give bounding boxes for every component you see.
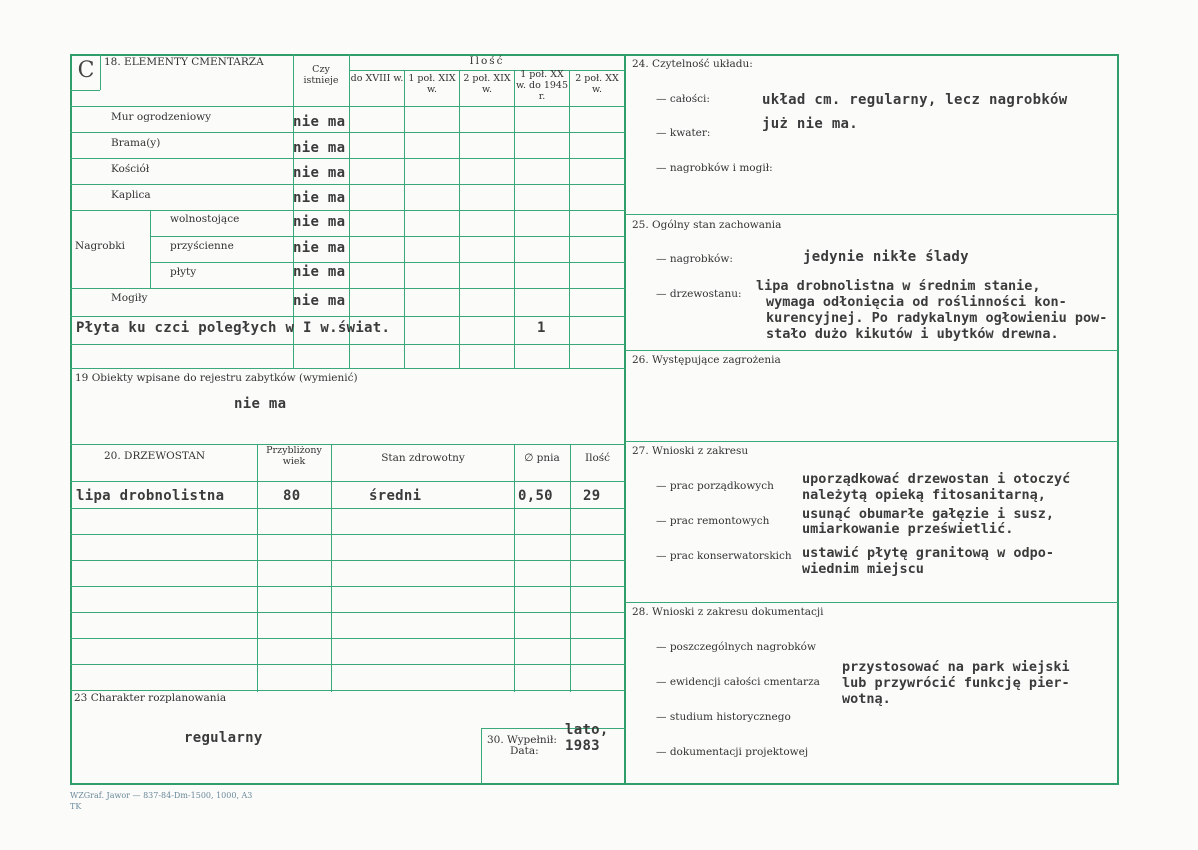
label-nagrobkow-mogil: — nagrobków i mogił:: [656, 162, 773, 174]
grid-line: [70, 316, 625, 317]
frame-left: [70, 54, 72, 785]
section-20-title: 20. DRZEWOSTAN: [104, 450, 206, 462]
label-studium: — studium historycznego: [656, 711, 791, 723]
row-label-wolnostojace: wolnostojące: [170, 213, 240, 225]
grid-line: [257, 444, 258, 692]
grid-line: [70, 368, 625, 369]
grid-line: [70, 444, 625, 445]
value-kosciol: nie ma: [293, 165, 346, 181]
grid-line: [70, 508, 625, 509]
section-27-line-1: uporządkować drzewostan i otoczyć: [802, 471, 1071, 487]
section-25-drzew-line-3: kurencyjnej. Po radykalnym ogłowieniu pow-: [766, 310, 1108, 326]
grid-line: [70, 664, 625, 665]
tree-diameter: 0,50: [518, 488, 553, 504]
label-nagrobkow: — nagrobków:: [656, 253, 733, 265]
row-label-mur: Mur ogrodzeniowy: [111, 111, 212, 123]
row-label-mogily: Mogiły: [111, 292, 148, 304]
section-27-line-3: usunąć obumarłe gałęzie i susz,: [802, 506, 1054, 522]
label-poszczegolnych: — poszczególnych nagrobków: [656, 641, 816, 653]
grid-line: [70, 184, 625, 185]
grid-line: [625, 350, 1118, 351]
col-header-4: 1 poł. XX w. do 1945 r.: [515, 69, 569, 102]
section-23-value: regularny: [184, 730, 263, 746]
section-28-title: 28. Wnioski z zakresu dokumentacji: [632, 606, 824, 618]
printer-code: TK: [70, 802, 82, 811]
section-19-title: 19 Obiekty wpisane do rejestru zabytków (wymienić): [75, 372, 358, 384]
frame-right: [1117, 54, 1119, 785]
grid-line: [70, 158, 625, 159]
value-brama: nie ma: [293, 140, 346, 156]
grid-line: [569, 70, 570, 368]
label-data: Data:: [510, 745, 539, 757]
grid-line: [331, 444, 332, 692]
extra-row-text: Płyta ku czci poległych w I w.świat.: [76, 320, 391, 336]
label-ewidencji: — ewidencji całości cmentarza: [656, 676, 820, 688]
grid-line: [70, 690, 625, 691]
grid-line: [570, 444, 571, 692]
col-stan: Stan zdrowotny: [381, 452, 465, 464]
grid-line: [150, 262, 625, 263]
value-wolnostojace: nie ma: [293, 214, 346, 230]
grid-line: [150, 210, 151, 288]
tree-health: średni: [369, 488, 422, 504]
section-19-value: nie ma: [234, 396, 287, 412]
grid-line: [481, 728, 482, 784]
section-27-title: 27. Wnioski z zakresu: [632, 445, 749, 457]
value-year: 1983: [565, 738, 600, 754]
col-ilosc: Ilość: [469, 55, 505, 67]
grid-line: [514, 444, 515, 692]
section-27-line-2: należytą opieką fitosanitarną,: [802, 487, 1046, 503]
grid-line: [70, 288, 625, 289]
section-28-line-2: lub przywrócić funkcję pier-: [842, 675, 1070, 691]
section-27-line-5: ustawić płytę granitową w odpo-: [802, 545, 1054, 561]
tree-count: 29: [583, 488, 601, 504]
col-pnia: ∅ pnia: [524, 452, 560, 464]
value-lato: lato,: [565, 722, 609, 738]
section-25-drzew-line-1: lipa drobnolistna w średnim stanie,: [756, 278, 1041, 294]
value-mur: nie ma: [293, 114, 346, 130]
grid-line: [70, 106, 625, 107]
grid-line: [70, 481, 625, 482]
section-27-line-6: wiednim miejscu: [802, 561, 924, 577]
row-label-kosciol: Kościół: [111, 163, 150, 175]
col-ilosc-drzew: Ilość: [584, 452, 611, 464]
value-kaplica: nie ma: [293, 190, 346, 206]
tree-age: 80: [283, 488, 301, 504]
value-przyscienne: nie ma: [293, 240, 346, 256]
grid-line: [625, 602, 1118, 603]
label-konserwatorskich: — prac konserwatorskich: [656, 550, 792, 562]
section-28-line-3: wotną.: [842, 691, 891, 707]
row-label-plyty: płyty: [170, 266, 197, 278]
grid-line: [459, 70, 460, 368]
value-mogily: nie ma: [293, 293, 346, 309]
section-28-line-1: przystosować na park wiejski: [842, 659, 1070, 675]
grid-line: [625, 214, 1118, 215]
section-25-drzew-line-4: stało dużo kikutów i ubytków drewna.: [766, 326, 1059, 342]
section-27-line-4: umiarkowanie prześwietlić.: [802, 521, 1014, 537]
col-wiek: Przybliżony wiek: [266, 445, 322, 467]
section-18-title: 18. ELEMENTY CMENTARZA: [104, 56, 264, 68]
col-header-5: 2 poł. XX w.: [575, 73, 619, 95]
frame-middle: [624, 54, 626, 785]
grid-line: [349, 70, 625, 71]
col-czy-istnieje: Czy istnieje: [303, 64, 339, 86]
section-25-drzew-line-2: wymaga odłonięcia od roślinności kon-: [766, 294, 1067, 310]
grid-line: [404, 70, 405, 368]
label-projektowej: — dokumentacji projektowej: [656, 746, 809, 758]
label-remontowych: — prac remontowych: [656, 515, 770, 527]
grid-line: [70, 560, 625, 561]
label-wypelnil: 30. Wypełnił:: [487, 734, 557, 746]
grid-line: [514, 70, 515, 368]
section-26-title: 26. Występujące zagrożenia: [632, 354, 781, 366]
col-header-1: do XVIII w.: [350, 73, 404, 84]
value-plyty: nie ma: [293, 264, 346, 280]
grid-line: [70, 90, 100, 91]
grid-line: [70, 344, 625, 345]
grid-line: [70, 586, 625, 587]
label-kwater: — kwater:: [656, 127, 711, 139]
row-label-kaplica: Kaplica: [111, 189, 151, 201]
grid-line: [70, 210, 625, 211]
row-label-przyscienne: przyścienne: [170, 240, 234, 252]
grid-line: [100, 54, 101, 90]
frame-bottom: [70, 783, 1118, 785]
grid-line: [70, 638, 625, 639]
col-header-3: 2 poł. XIX w.: [463, 73, 511, 95]
section-23-title: 23 Charakter rozplanowania: [74, 692, 227, 704]
tree-species: lipa drobnolistna: [76, 488, 225, 504]
section-25-title: 25. Ogólny stan zachowania: [632, 219, 782, 231]
section-letter: C: [77, 58, 95, 83]
grid-line: [150, 236, 625, 237]
label-porzadkowych: — prac porządkowych: [656, 480, 774, 492]
grid-line: [70, 612, 625, 613]
grid-line: [625, 441, 1118, 442]
section-24-line-2: już nie ma.: [762, 116, 859, 132]
section-24-title: 24. Czytelność układu:: [632, 58, 753, 70]
extra-row-count: 1: [537, 320, 546, 336]
label-drzewostanu: — drzewostanu:: [656, 288, 742, 300]
section-24-line-1: układ cm. regularny, lecz nagrobków: [762, 92, 1068, 108]
col-header-2: 1 poł. XIX w.: [408, 73, 456, 95]
label-calosci: — całości:: [656, 93, 710, 105]
section-25-nagrobki-value: jedynie nikłe ślady: [803, 249, 969, 265]
grid-line: [70, 132, 625, 133]
row-label-nagrobki: Nagrobki: [75, 240, 125, 252]
grid-line: [70, 534, 625, 535]
row-label-brama: Brama(y): [111, 137, 161, 149]
printer-imprint: WZGraf. Jawor — 837-84-Dm-1500, 1000, A3: [70, 791, 253, 800]
